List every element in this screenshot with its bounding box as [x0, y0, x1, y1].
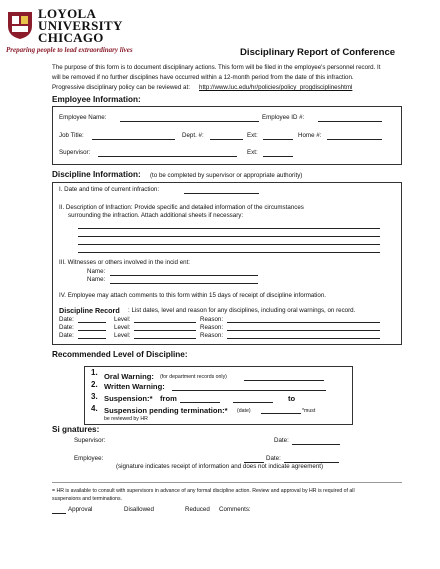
record-reason-field-3[interactable] — [227, 338, 380, 339]
record-date-label-1: Date: — [59, 316, 74, 323]
item-2b: surrounding the infraction. Attach additional sheets if necessary: — [68, 212, 244, 219]
supervisor-date-label: Date: — [274, 437, 289, 444]
written-warning-field[interactable] — [172, 390, 326, 391]
approval-option[interactable]: Approval — [68, 506, 93, 513]
suspension-from: from — [160, 394, 177, 403]
signature-note: (signature indicates receipt of information and does not indicate agreement) — [116, 463, 324, 470]
supervisor-date-field[interactable] — [292, 444, 340, 445]
tagline: Preparing people to lead extraordinary lives — [6, 46, 133, 54]
record-reason-label-3: Reason: — [200, 332, 224, 339]
employee-info-heading: Employee Information: — [52, 95, 141, 104]
record-level-field-1[interactable] — [134, 322, 196, 323]
item-4: IV. Employee may attach comments to this form within 15 days of receipt of discipline information. — [59, 292, 326, 299]
description-line-3[interactable] — [78, 244, 380, 245]
policy-link[interactable]: http://www.luc.edu/hr/policies/policy_progdisciplineshtml — [199, 84, 353, 91]
termination-date-field[interactable] — [261, 413, 301, 414]
university-logo-line-1: LOYOLA — [38, 6, 97, 21]
employee-sig-label: Employee: — [74, 455, 104, 462]
oral-warning-note: (for department records only) — [160, 374, 227, 380]
discipline-record-note: : List dates, level and reason for any disciplines, including oral warnings, on record. — [128, 307, 356, 314]
supervisor-ext-field[interactable] — [263, 156, 293, 157]
discipline-info-note: (to be completed by supervisor or appropriate authority) — [150, 172, 303, 179]
record-date-label-3: Date: — [59, 332, 74, 339]
university-logo-line-2: UNIVERSITY — [38, 18, 123, 33]
job-title-label: Job Title: — [59, 132, 84, 139]
footer-divider — [52, 482, 402, 483]
dept-field[interactable] — [210, 139, 243, 140]
termination-reviewed: be reviewed by HR — [104, 416, 148, 422]
suspension-termination-label[interactable]: Suspension pending termination:* — [104, 406, 228, 415]
item-1: I. Date and time of current infraction: — [59, 186, 160, 193]
witness-name-label-1: Name: — [87, 268, 106, 275]
record-level-label-1: Level: — [114, 316, 131, 323]
hr-note-line-1: = HR is available to consult with supervisors in advance of any formal discipline action. Review and approval by HR is required of all — [52, 488, 355, 494]
ext-field[interactable] — [263, 139, 293, 140]
record-level-field-2[interactable] — [134, 330, 196, 331]
home-label: Home #: — [298, 132, 322, 139]
rec-num-3: 3. — [91, 392, 98, 401]
hr-note-line-2: suspensions and terminations. — [52, 496, 123, 502]
employee-name-field[interactable] — [120, 121, 259, 122]
item-3: III. Witnesses or others involved in the incid ent: — [59, 259, 191, 266]
job-title-field[interactable] — [92, 139, 175, 140]
reduced-option[interactable]: Reduced — [185, 506, 210, 513]
signatures-heading: Si gnatures: — [52, 425, 100, 434]
supervisor-ext-label: Ext: — [247, 149, 258, 156]
record-date-field-3[interactable] — [78, 338, 106, 339]
record-reason-label-1: Reason: — [200, 316, 224, 323]
written-warning-label[interactable]: Written Warning: — [104, 382, 165, 391]
record-reason-field-1[interactable] — [227, 322, 380, 323]
suspension-label[interactable]: Suspension:* — [104, 394, 153, 403]
termination-date-label: (date) — [237, 408, 251, 414]
discipline-info-heading: Discipline Information: — [52, 170, 141, 179]
record-level-field-3[interactable] — [134, 338, 196, 339]
employee-id-field[interactable] — [318, 121, 382, 122]
witness-name-field-2[interactable] — [110, 283, 258, 284]
rec-num-2: 2. — [91, 380, 98, 389]
intro-line-1: The purpose of this form is to document disciplinary actions. This form will be filed in the employee's personnel record. It — [52, 64, 381, 71]
record-level-label-3: Level: — [114, 332, 131, 339]
dept-label: Dept. #: — [182, 132, 204, 139]
description-line-4[interactable] — [78, 252, 380, 253]
university-seal-icon — [6, 10, 34, 40]
record-reason-label-2: Reason: — [200, 324, 224, 331]
intro-line-3: Progressive disciplinary policy can be reviewed at: — [52, 84, 190, 91]
suspension-from-field[interactable] — [180, 402, 220, 403]
oral-warning-label[interactable]: Oral Warning: — [104, 372, 154, 381]
approval-field[interactable] — [52, 513, 66, 514]
rec-num-1: 1. — [91, 368, 98, 377]
description-line-2[interactable] — [78, 236, 380, 237]
item-2a: II. Description of Infraction: Provide specific and detailed information of the circumstances — [59, 204, 304, 211]
description-line-1[interactable] — [78, 228, 380, 229]
supervisor-field[interactable] — [98, 156, 237, 157]
rec-num-4: 4. — [91, 404, 98, 413]
record-reason-field-2[interactable] — [227, 330, 380, 331]
record-date-label-2: Date: — [59, 324, 74, 331]
home-field[interactable] — [327, 139, 382, 140]
disallowed-option[interactable]: Disallowed — [124, 506, 154, 513]
record-date-field-2[interactable] — [78, 330, 106, 331]
oral-warning-field[interactable] — [244, 380, 324, 381]
record-date-field-1[interactable] — [78, 322, 106, 323]
employee-date-label: Date: — [266, 455, 281, 462]
supervisor-sig-label: Supervisor: — [74, 437, 106, 444]
witness-name-label-2: Name: — [87, 276, 106, 283]
suspension-to: to — [288, 394, 296, 403]
suspension-mid-field[interactable] — [233, 402, 273, 403]
infraction-date-field[interactable] — [184, 193, 259, 194]
intro-line-2: will be removed if no further disciplines have occurred within a 12-month period from the date of this infraction. — [52, 74, 354, 81]
witness-name-field-1[interactable] — [110, 275, 258, 276]
record-level-label-2: Level: — [114, 324, 131, 331]
employee-name-label: Employee Name: — [59, 114, 107, 121]
page-title: Disciplinary Report of Conference — [240, 47, 396, 58]
university-logo-line-3: CHICAGO — [38, 30, 104, 45]
termination-must: *must — [302, 408, 316, 414]
ext-label: Ext: — [247, 132, 258, 139]
employee-id-label: Employee ID #: — [262, 114, 305, 121]
recommended-heading: Recommended Level of Discipline: — [52, 350, 188, 359]
supervisor-label: Supervisor: — [59, 149, 91, 156]
discipline-record-heading: Discipline Record — [59, 306, 120, 315]
comments-label: Comments: — [219, 506, 251, 513]
